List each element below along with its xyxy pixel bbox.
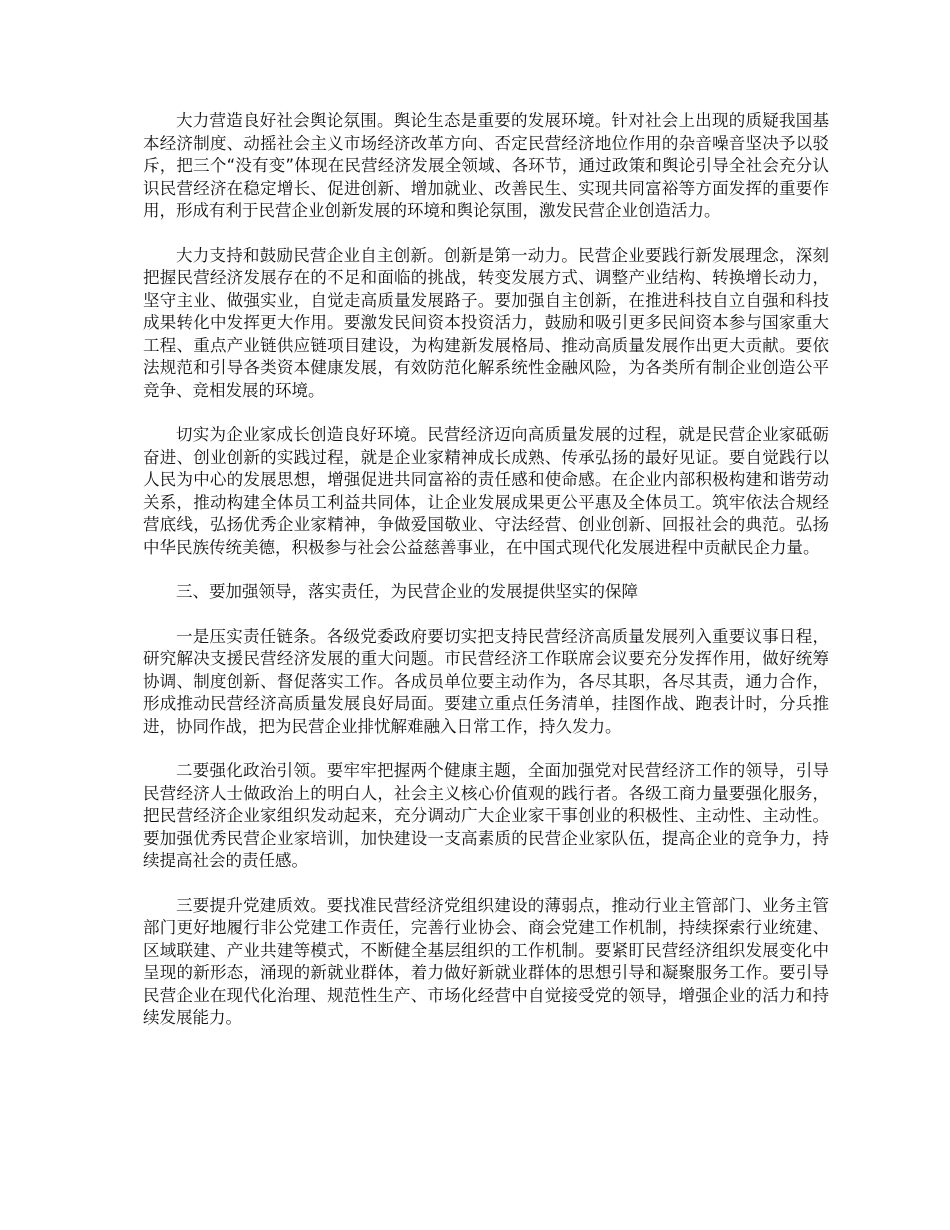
paragraph-party-building: 三要提升党建质效。要找准民营经济党组织建设的薄弱点，推动行业主管部门、业务主管部门更好地履行非公党建工作责任，完善行业协会、商会党建工作机制，持续探索行业统建、区域联建、产业共建等模式，不断健全基层组织的工作机制。要紧盯民营经济组织发展变化中呈现的新形态，涌现的新就业群体，着力做好新就业群体的思想引导和凝聚服务工作。要引导民营企业在现代化治理、规范性生产、市场化经营中自觉接受党的领导，增强企业的活力和持续发展能力。: [143, 895, 829, 1027]
paragraph-innovation: 大力支持和鼓励民营企业自主创新。创新是第一动力。民营企业要践行新发展理念，深刻把握民营经济发展存在的不足和面临的挑战，转变发展方式、调整产业结构、转换增长动力，坚守主业、做强实业，自觉走高质量发展路子。要加强自主创新，在推进科技自立自强和科技成果转化中发挥更大作用。要激发民间资本投资活力，鼓励和吸引更多民间资本参与国家重大工程、重点产业链供应链项目建设，为构建新发展格局、推动高质量发展作出更大贡献。要依法规范和引导各类资本健康发展，有效防范化解系统性金融风险，为各类所有制企业创造公平竞争、竞相发展的环境。: [143, 245, 829, 400]
paragraph-responsibility-chain: 一是压实责任链条。各级党委政府要切实把支持民营经济高质量发展列入重要议事日程，研究解决支援民营经济发展的重大问题。市民营经济工作联席会议要充分发挥作用，做好统筹协调、制度创新、督促落实工作。各成员单位要主动作为，各尽其职，各尽其责，通力合作，形成推动民营经济高质量发展良好局面。要建立重点任务清单，挂图作战、跑表计时，分兵推进，协同作战，把为民营企业排忧解难融入日常工作，持久发力。: [143, 626, 829, 736]
paragraph-political-guidance: 二要强化政治引领。要牢牢把握两个健康主题，全面加强党对民营经济工作的领导，引导民营经济人士做政治上的明白人，社会主义核心价值观的践行者。各级工商力量要强化服务，把民营经济企业家组织发动起来，充分调动广大企业家干事创业的积极性、主动性、主动性。要加强优秀民营企业家培训，加快建设一支高素质的民营企业家队伍，提高企业的竞争力，持续提高社会的责任感。: [143, 761, 829, 870]
paragraph-public-opinion: 大力营造良好社会舆论氛围。舆论生态是重要的发展环境。针对社会上出现的质疑我国基本经济制度、动摇社会主义市场经济改革方向、否定民营经济地位作用的杂音噪音坚决予以驳斥，把三个“没有变”体现在民营经济发展全领域、各环节，通过政策和舆论引导全社会充分认识民营经济在稳定增长、促进创新、增加就业、改善民生、实现共同富裕等方面发挥的重要作用，形成有利于民营企业创新发展的环境和舆论氛围，激发民营企业创造活力。: [143, 111, 829, 220]
paragraph-entrepreneur-environment: 切实为企业家成长创造良好环境。民营经济迈向高质量发展的过程，就是民营企业家砥砺奋进、创业创新的实践过程，就是企业家精神成长成熟、传承弘扬的最好见证。要自觉践行以人民为中心的发展思想，增强促进共同富裕的责任感和使命感。在企业内部积极构建和谐劳动关系，推动构建全体员工利益共同体，让企业发展成果更公平惠及全体员工。筑牢依法合规经营底线，弘扬优秀企业家精神，争做爱国敬业、守法经营、创业创新、回报社会的典范。弘扬中华民族传统美德，积极参与社会公益慈善事业，在中国式现代化发展进程中贡献民企力量。: [143, 425, 829, 557]
section-heading: 三、要加强领导，落实责任，为民营企业的发展提供坚实的保障: [176, 582, 638, 601]
document-body: [143, 110, 829, 1052]
